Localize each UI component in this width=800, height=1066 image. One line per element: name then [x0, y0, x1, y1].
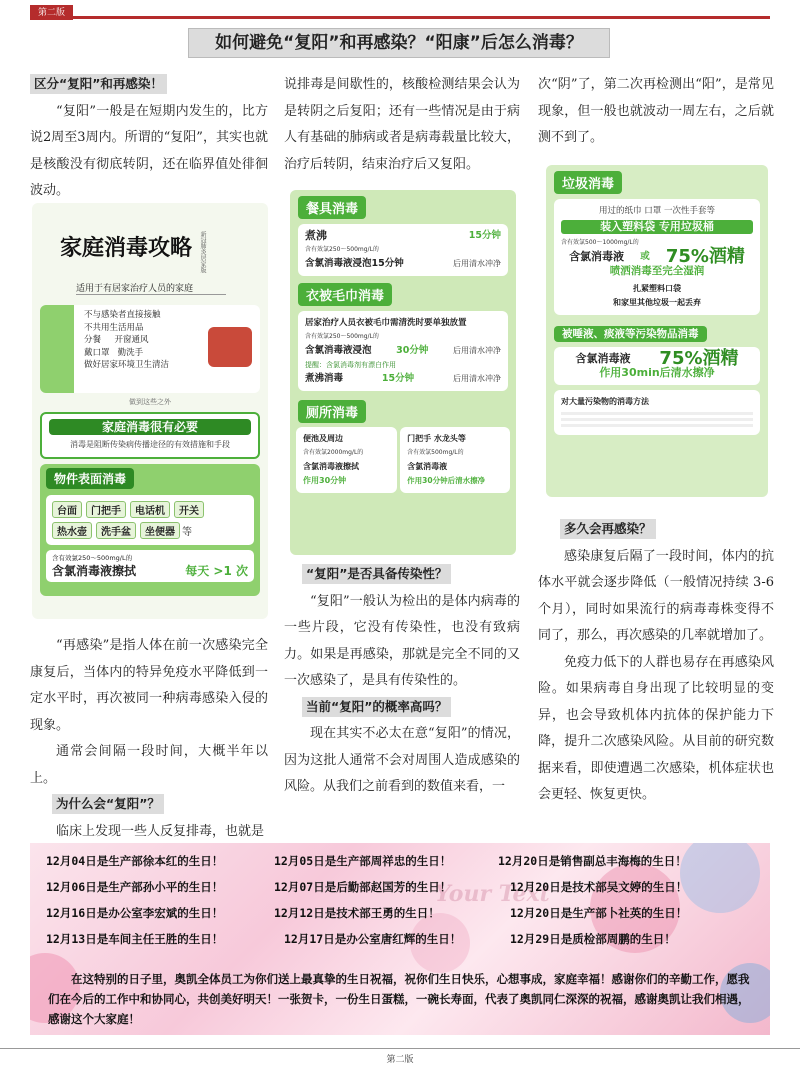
paragraph: 临床上发现一些人反复排毒，也就是	[56, 823, 265, 839]
column-1-lower	[30, 633, 268, 845]
tip: 戴口罩	[84, 347, 110, 358]
solution: 含氯消毒液擦拭	[303, 462, 359, 471]
column-3-lower	[538, 517, 774, 809]
solution-note: 含有效氯500mg/L的	[407, 449, 464, 456]
edition-tag: 第二版	[30, 5, 73, 20]
time: 15分钟	[468, 230, 501, 241]
solution: 含氯消毒液擦拭	[52, 564, 137, 578]
disinfection-poster-2	[290, 190, 516, 555]
birthday-entry: 12月20日是销售副总丰海梅的生日！	[498, 854, 687, 868]
paragraph: “复阳”一般是在短期内发生的，比方说2周至3周内。所谓的“复阳”，其实也就是核酸没有彻底转阴，还在临界值处徘徊波动。	[30, 103, 268, 198]
solution-note: 含有效氯250～500mg/L的	[52, 554, 133, 562]
column-1	[30, 72, 268, 205]
birthday-row	[42, 853, 758, 871]
paragraph: 次“阴”了，第二次再检测出“阳”，是常见现象，但一般也就波动一周左右，之后就测不到了。	[538, 77, 774, 145]
top-rule	[30, 7, 770, 19]
poster-audience: 适用于有居家治疗人员的家庭	[76, 281, 226, 295]
section-title: 衣被毛巾消毒	[298, 283, 392, 306]
disinfection-poster-3	[546, 165, 768, 497]
surface-item: 开关	[174, 501, 204, 518]
birthday-entry: 12月12日是技术部王勇的生日！	[274, 906, 440, 920]
birthday-entry: 12月13日是车间主任王胜的生日！	[46, 932, 224, 946]
instruction: 和家里其他垃圾一起丢弃	[613, 298, 701, 307]
instruction: 装入塑料袋 专用垃圾桶	[561, 220, 753, 234]
birthday-entry: 12月05日是生产部周祥忠的生日！	[274, 854, 452, 868]
birthday-entry: 12月20日是技术部吴文婷的生日！	[510, 880, 688, 894]
page-footer: 第二版	[386, 1054, 414, 1064]
instruction: 居家治疗人员衣被毛巾需清洗时要单独放置	[305, 318, 467, 328]
solution-note: 含有效氯2000mg/L的	[303, 449, 364, 456]
or: 或	[640, 251, 650, 262]
alcohol: 75%酒精	[665, 246, 745, 267]
poster-bar: 家庭消毒很有必要	[49, 419, 251, 435]
birthday-blessing: 在这特别的日子里，奥凯全体员工为你们送上最真挚的生日祝福，祝你们生日快乐，心想事成，家庭幸福！感谢你们的辛勤工作，愿我们在今后的工作中和协同心，共创美好明天！一张贺卡，一份生日蛋糕，一碗长寿面，代表了奥凯同仁深深的祝福，感谢奥凯让我们相遇，感谢这个大家庭！	[48, 972, 750, 1026]
column-2-lower	[284, 562, 520, 801]
birthday-entry: 12月20日是生产部卜社英的生日！	[510, 906, 688, 920]
subheading: 区分“复阳”和再感染！	[30, 74, 167, 94]
subheading: 为什么会“复阳”？	[52, 794, 164, 814]
section-title: 垃圾消毒	[554, 171, 622, 194]
tip: 不与感染者直接接触	[84, 310, 161, 320]
method: 煮沸消毒	[305, 373, 344, 384]
surface-disinfection	[40, 464, 260, 596]
footer-rule	[0, 1048, 800, 1049]
instruction: 作用30min后清水擦净	[599, 366, 715, 379]
sofa-illustration	[208, 327, 252, 367]
tip: 分餐	[84, 335, 102, 345]
time: 作用30分钟后清水擦净	[407, 476, 486, 485]
solution: 含氯消毒液浸泡	[305, 345, 372, 356]
rinse: 后用清水冲净	[453, 346, 501, 355]
frequency: 每天 >1 次	[185, 564, 248, 578]
tip: 开窗通风	[114, 335, 149, 345]
section-title: 餐具消毒	[298, 196, 366, 219]
surface-item: 热水壶	[52, 522, 92, 539]
toilet-area: 门把手 水龙头等	[407, 434, 466, 443]
tip: 勤洗手	[117, 347, 144, 358]
note: 提醒：含氯消毒剂有漂白作用	[305, 361, 396, 369]
solution-note: 含有效氯250～500mg/L的	[305, 333, 379, 340]
method: 煮沸	[305, 229, 327, 242]
surface-item: 门把手	[86, 501, 126, 518]
subheading: 当前“复阳”的概率高吗？	[302, 697, 451, 717]
tip: 做好居家环境卫生清洁	[84, 360, 170, 370]
paragraph: 说排毒是间歇性的，核酸检测结果会认为是转阴之后复阳；还有一些情况是由于病人有基础的肺病或者是病毒载量比较大，治疗后转阴，结束治疗后又复阳。	[284, 77, 520, 172]
solution: 含氯消毒液	[569, 250, 625, 263]
birthday-row	[42, 879, 758, 897]
paragraph: 现在其实不必太在意“复阳”的情况，因为这批人通常不会对周围人造成感染的风险。从我们之前看到的数值来看，一	[284, 726, 520, 794]
instruction: 用过的纸巾 口罩 一次性手套等	[599, 206, 715, 216]
column-3	[538, 72, 774, 152]
method-title: 对大量污染物的消毒方法	[561, 397, 649, 406]
birthday-entry: 12月07日是后勤部赵国芳的生日！	[274, 880, 452, 894]
section-title: 物件表面消毒	[46, 468, 134, 489]
time: 作用30分钟	[303, 476, 347, 485]
tip: 不共用生活用品	[84, 322, 144, 333]
column-2	[284, 72, 520, 178]
page-headline: 如何避免“复阳”和再感染？“阳康”后怎么消毒？	[188, 28, 610, 58]
time: 15分钟	[381, 373, 415, 384]
rinse: 后用清水冲净	[453, 259, 501, 268]
birthday-entry: 12月29日是质检部周鹏的生日！	[510, 932, 676, 946]
watermark: Your Text	[435, 881, 550, 907]
surface-item: 坐便器	[140, 522, 180, 539]
rinse: 后用清水冲净	[453, 374, 501, 383]
subheading: “复阳”是否具备传染性？	[302, 564, 451, 584]
alcohol: 75%酒精	[659, 348, 739, 369]
birthday-row	[42, 905, 758, 923]
subheading: 多久会再感染？	[560, 519, 656, 539]
poster-side-text: 新冠肺炎居家版	[199, 231, 207, 273]
poster-bar-text: 消毒是阻断传染病传播途径的有效措施和手段	[70, 440, 230, 449]
birthday-row	[42, 931, 758, 949]
solution: 含氯消毒液	[407, 462, 448, 471]
instruction: 扎紧塑料口袋	[633, 284, 681, 293]
poster-title: 家庭消毒攻略	[60, 236, 193, 261]
solution: 含氯消毒液	[575, 352, 631, 365]
poster-note: 做到这些之外	[129, 398, 171, 406]
birthday-entry: 12月17日是办公室唐红辉的生日！	[284, 932, 462, 946]
paragraph: 感染康复后隔了一段时间，体内的抗体水平就会逐步降低（一般情况持续 3-6个月），同时如果流行的病毒毒株变得不同了，那么，再次感染的几率就增加了。	[538, 548, 774, 643]
surface-item: 洗手盆	[96, 522, 136, 539]
solution-note: 含有效氯500～1000mg/L的	[561, 239, 639, 246]
surface-item: 等	[182, 527, 192, 538]
birthday-entry: 12月06日是生产部孙小平的生日！	[46, 880, 224, 894]
paragraph: 通常会间隔一段时间，大概半年以上。	[30, 744, 268, 786]
paragraph: “再感染”是指人体在前一次感染完全康复后，当体内的特异免疫水平降低到一定水平时，再次被同一种病毒感染入侵的现象。	[30, 638, 268, 733]
toilet-area: 便池及周边	[303, 434, 343, 443]
birthday-entry: 12月16日是办公室李宏斌的生日！	[46, 906, 224, 920]
time: 30分钟	[396, 345, 429, 356]
paragraph: 免疫力低下的人群也易存在再感染风险。如果病毒自身出现了比较明显的变异，也会导致机体内抗体的保护能力下降，提升二次感染风险。从目前的研究数据来看，即使遭遇二次感染，机体症状也会更轻、恢复更快。	[538, 654, 774, 802]
surface-item: 台面	[52, 501, 82, 518]
solution: 含氯消毒液浸泡15分钟	[305, 258, 404, 269]
birthday-banner	[30, 843, 770, 1035]
paragraph: “复阳”一般认为检出的是体内病毒的一些片段，它没有传染性，也没有致病力。如果是再感染，那就是完全不同的又一次感染了，是具有传染性的。	[284, 593, 520, 688]
section-title: 厕所消毒	[298, 400, 366, 423]
tips-panel	[40, 305, 260, 393]
instruction: 喷洒消毒至完全湿润	[609, 265, 705, 277]
section-title: 被唾液、痰液等污染物品消毒	[554, 326, 707, 342]
surface-item: 电话机	[130, 501, 170, 518]
solution-note: 含有效氯250～500mg/L的	[305, 246, 379, 253]
birthday-entry: 12月04日是生产部徐本红的生日！	[46, 854, 224, 868]
home-disinfection-poster	[32, 203, 268, 619]
